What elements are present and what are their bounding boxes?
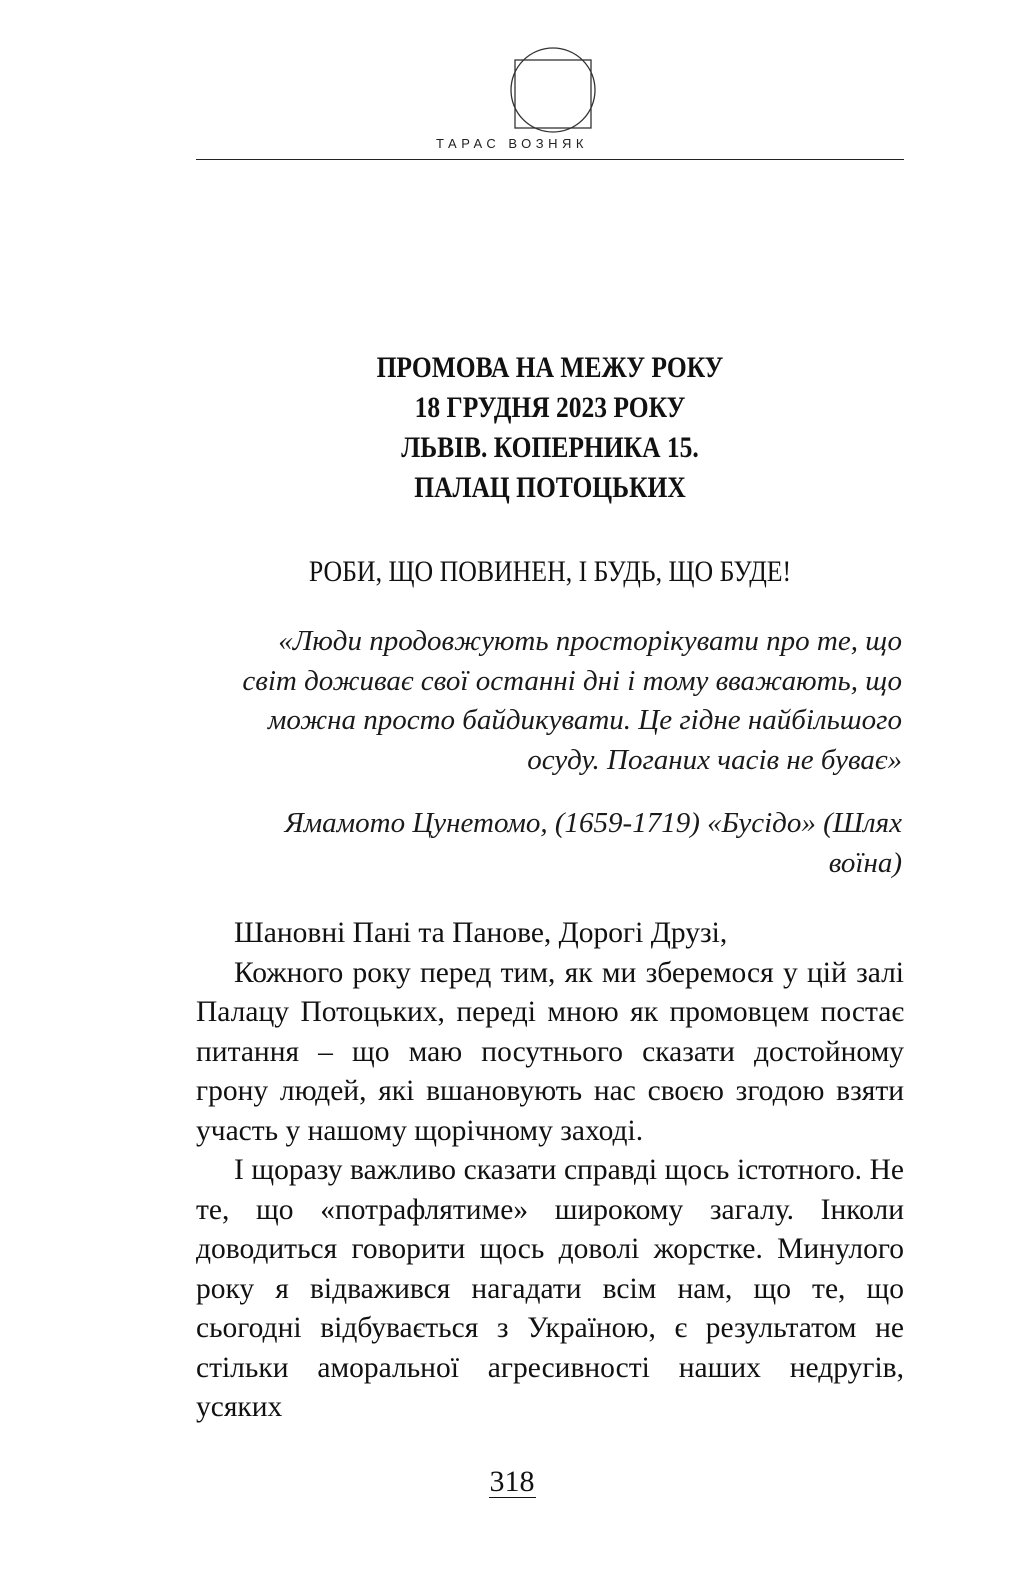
running-head-author: ТАРАС ВОЗНЯК <box>436 136 588 151</box>
title-line-1: ПРОМОВА НА МЕЖУ РОКУ <box>376 351 724 384</box>
paragraph-salutation: Шановні Пані та Панове, Дорогі Друзі, <box>234 917 728 949</box>
title-line-2: 18 ГРУДНЯ 2023 РОКУ <box>414 391 686 424</box>
circle-square-logo-icon <box>509 46 597 134</box>
epigraph-quote: «Люди продовжують просторікувати про те, що світ доживає свої останні дні і тому вважають, що можна просто байдикувати. Це гідне найбільшого осуду. Поганих часів не буває» <box>242 625 902 776</box>
title-line-4: ПАЛАЦ ПОТОЦЬКИХ <box>414 471 686 504</box>
body-text <box>196 914 904 1428</box>
page-number-value: 318 <box>489 1465 535 1498</box>
paragraph: Кожного року перед тим, як ми зберемося у цій залі Палацу Потоцьких, переді мною як промовцем постає питання – що маю посутнього сказати достойному грону людей, які вшановують нас своєю згодою взяти участь у нашому щорічному заході. <box>196 956 904 1147</box>
page-number <box>0 1465 1024 1499</box>
chapter-subtitle: РОБИ, ЩО ПОВИНЕН, І БУДЬ, ЩО БУДЕ! <box>308 555 792 588</box>
chapter-title <box>210 348 890 508</box>
title-line-3: ЛЬВІВ. КОПЕРНИКА 15. <box>401 431 699 464</box>
header-rule <box>196 159 904 160</box>
paragraph: І щоразу важливо сказати справді щось істотного. Не те, що «потрафлятиме» широкому загалу. Інколи доводиться говорити щось доволі жорстке. Минулого року я відважився нагадати всім нам, що те, що сьогодні відбувається з Україною, є результатом не стільки аморальної агресивності наших недругів, усяких <box>196 1154 904 1423</box>
epigraph-source: Ямамото Цунетомо, (1659-1719) «Бусідо» (Шлях воїна) <box>284 807 902 879</box>
